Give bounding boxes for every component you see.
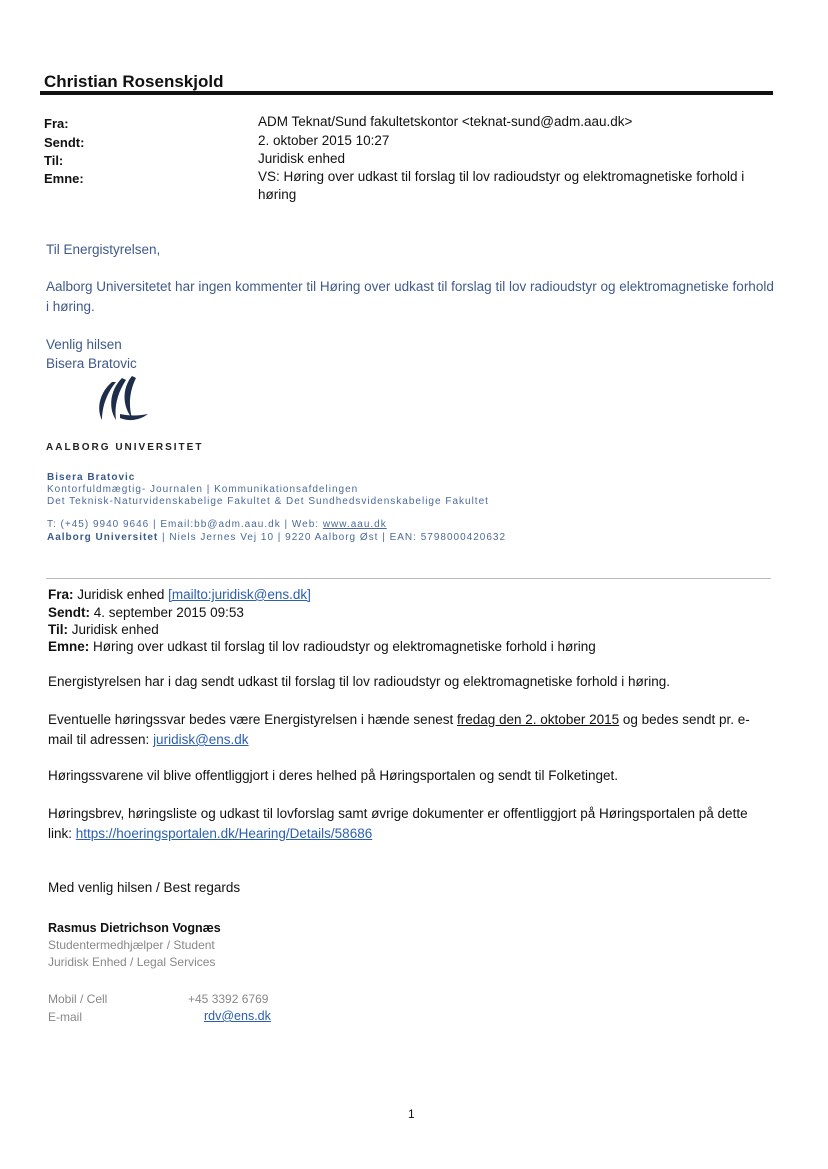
til-value: Juridisk enhed bbox=[258, 151, 346, 166]
emne-value: VS: Høring over udkast til forslag til lov radioudstyr og elektromagnetiske forhold i høring bbox=[258, 169, 745, 202]
hearing-portal-link[interactable]: https://hoeringsportalen.dk/Hearing/Details/58686 bbox=[75, 826, 373, 841]
fwd-sig-name: Rasmus Dietrichson Vognæs bbox=[48, 921, 221, 935]
til-label: Til: bbox=[44, 153, 64, 168]
reply-body: Aalborg Universitetet har ingen kommenter til Høring over udkast til forslag til lov radioudstyr og elektromagnetiske forhold i høring. bbox=[46, 279, 774, 314]
reply-signer: Bisera Bratovic bbox=[46, 356, 137, 371]
sender-name: Christian Rosenskjold bbox=[44, 72, 224, 91]
sig-web-link[interactable]: www.aau.dk bbox=[322, 519, 387, 530]
fwd-emne: Emne: Høring over udkast til forslag til lov radioudstyr og elektromagnetiske forhold i høring bbox=[48, 639, 596, 654]
juridisk-email-link[interactable]: juridisk@ens.dk bbox=[153, 732, 249, 747]
fwd-p1: Energistyrelsen har i dag sendt udkast til forslag til lov radioudstyr og elektromagnetiske forhold i høring. bbox=[48, 674, 671, 689]
sig-line1: Kontorfuldmægtig- Journalen | Kommunikationsafdelingen bbox=[47, 484, 359, 495]
sig-contact: T: (+45) 9940 9646 | Email:bb@adm.aau.dk | Web: www.aau.dk bbox=[47, 519, 387, 530]
reply-closing: Venlig hilsen bbox=[46, 337, 122, 352]
mobil-label: Mobil / Cell bbox=[48, 992, 108, 1006]
sendt-value: 2. oktober 2015 10:27 bbox=[258, 133, 390, 148]
separator bbox=[46, 578, 771, 579]
reply-greeting: Til Energistyrelsen, bbox=[46, 242, 161, 257]
fwd-regards: Med venlig hilsen / Best regards bbox=[48, 880, 241, 895]
email-label: E-mail bbox=[48, 1010, 83, 1024]
fwd-p4: Høringsbrev, høringsliste og udkast til lovforslag samt øvrige dokumenter er offentliggjort på Høringsportalen på dette link: https://hoeringsportalen.dk/Hearing/Details/58686 bbox=[48, 806, 748, 841]
mobil-value: +45 3392 6769 bbox=[188, 992, 269, 1006]
sendt-label: Sendt: bbox=[44, 135, 85, 150]
fra-label: Fra: bbox=[44, 116, 69, 131]
fwd-mailto-link[interactable]: [mailto:juridisk@ens.dk] bbox=[168, 587, 311, 602]
sig-address: Aalborg Universitet | Niels Jernes Vej 10 | 9220 Aalborg Øst | EAN: 5798000420632 bbox=[47, 532, 507, 543]
page-number: 1 bbox=[408, 1107, 415, 1121]
aau-logo-icon bbox=[90, 370, 150, 430]
fra-value: ADM Teknat/Sund fakultetskontor <teknat-sund@adm.aau.dk> bbox=[258, 114, 633, 129]
fwd-fra: Fra: Juridisk enhed [mailto:juridisk@ens.dk] bbox=[48, 587, 311, 602]
sig-line2: Det Teknisk-Naturvidenskabelige Fakultet & Det Sundhedsvidenskabelige Fakultet bbox=[47, 496, 489, 507]
fwd-p2: Eventuelle høringssvar bedes være Energistyrelsen i hænde senest fredag den 2. oktober 2015 og bedes sendt pr. e-mail til adressen: juridisk@ens.dk bbox=[48, 712, 750, 747]
sig-name: Bisera Bratovic bbox=[47, 472, 136, 483]
fwd-sendt: Sendt: 4. september 2015 09:53 bbox=[48, 605, 244, 620]
header-rule bbox=[40, 91, 773, 95]
fwd-sig-unit: Juridisk Enhed / Legal Services bbox=[48, 955, 216, 969]
rdv-email-link[interactable]: rdv@ens.dk bbox=[204, 1009, 271, 1023]
aau-wordmark: AALBORG UNIVERSITET bbox=[46, 442, 204, 453]
deadline-date: fredag den 2. oktober 2015 bbox=[456, 712, 620, 727]
fwd-sig-title: Studentermedhjælper / Student bbox=[48, 938, 215, 952]
emne-label: Emne: bbox=[44, 171, 84, 186]
fwd-til: Til: Juridisk enhed bbox=[48, 622, 159, 637]
fwd-p3: Høringssvarene vil blive offentliggjort i deres helhed på Høringsportalen og sendt til Folketinget. bbox=[48, 768, 619, 783]
